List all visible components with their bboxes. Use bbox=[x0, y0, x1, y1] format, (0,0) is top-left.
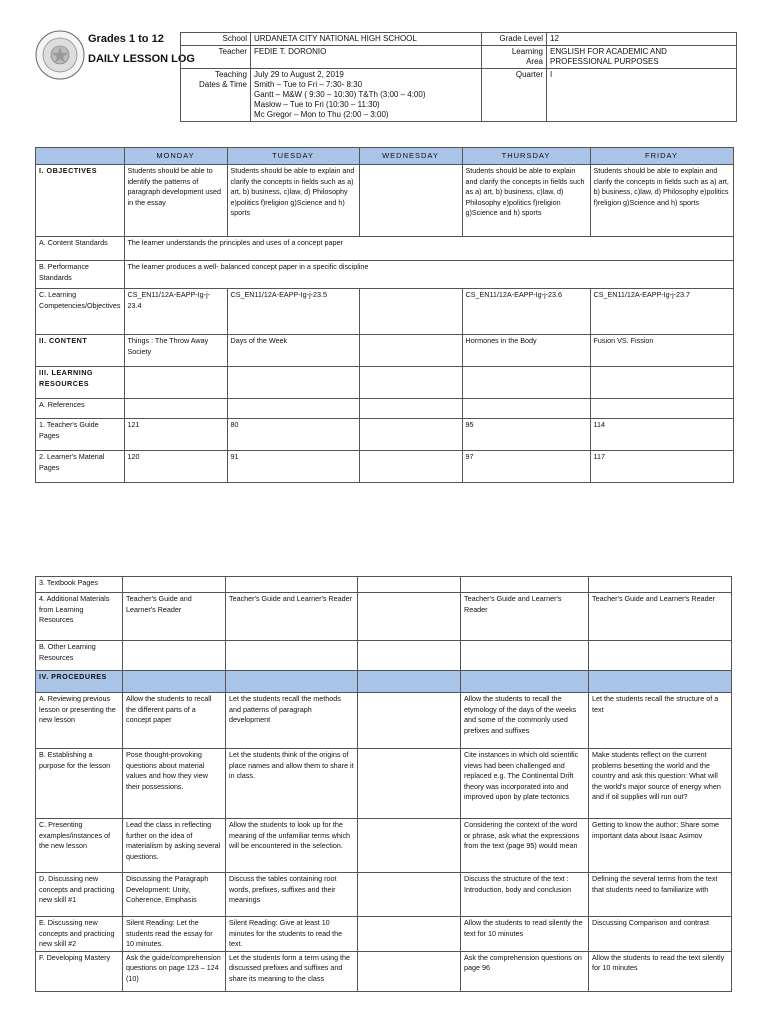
row-label: II. CONTENT bbox=[36, 335, 125, 367]
row-label: B. Establishing a purpose for the lesson bbox=[36, 749, 123, 819]
day-header-wednesday: WEDNESDAY bbox=[359, 148, 462, 165]
day-cell: 97 bbox=[462, 451, 590, 483]
day-cell: Ask the comprehension questions on page 96 bbox=[461, 951, 589, 991]
day-cell bbox=[227, 367, 359, 399]
day-cell: Teacher's Guide and Learner's Reader bbox=[226, 593, 358, 641]
row-label: 1. Teacher's Guide Pages bbox=[36, 419, 125, 451]
day-cell bbox=[358, 577, 461, 593]
grade-level-label: Grade Level bbox=[482, 33, 547, 46]
day-cell: Students should be able to identify the patterns of paragraph development used in the essay bbox=[124, 165, 227, 237]
day-cell: Lead the class in reflecting further on the idea of materialism by asking several questions. bbox=[123, 819, 226, 873]
quarter-label: Quarter bbox=[482, 69, 547, 122]
row-label: A. References bbox=[36, 399, 125, 419]
teaching-dates-value: July 29 to August 2, 2019 Smith – Tue to Fri – 7:30- 8:30 Gantt – M&W ( 9:30 – 10:30) T&Th (3:00 – 4:00) Maslow – Tue to Fri (10:30 – 11:30) Mc Gregor – Mon to Thu (2:00 – 3:00) bbox=[251, 69, 482, 122]
teaching-dates-label: Teaching Dates & Time bbox=[181, 69, 251, 122]
day-cell bbox=[358, 749, 461, 819]
day-cell bbox=[358, 917, 461, 952]
day-cell: 91 bbox=[227, 451, 359, 483]
day-cell bbox=[590, 367, 733, 399]
teacher-value: FEDIE T. DORONIO bbox=[251, 46, 482, 69]
day-cell: CS_EN11/12A-EAPP-Ig-j-23.6 bbox=[462, 289, 590, 335]
day-cell bbox=[358, 693, 461, 749]
table-row bbox=[36, 335, 734, 367]
lesson-grid-page2 bbox=[35, 576, 732, 992]
day-cell bbox=[589, 577, 732, 593]
day-cell: Allow the students to look up for the meaning of the unfamiliar terms which will be encountered in the selection. bbox=[226, 819, 358, 873]
day-cell: Discuss the tables containing root words, prefixes, suffixes and their meanings bbox=[226, 873, 358, 917]
day-cell: Discussing the Paragraph Development: Unity, Coherence, Emphasis bbox=[123, 873, 226, 917]
day-cell: Cite instances in which old scientific views had been challenged and replaced e.g. The Continental Drift theory was incorporated into and improved upon by plate tectonics bbox=[461, 749, 589, 819]
day-cell: Days of the Week bbox=[227, 335, 359, 367]
deped-seal-logo bbox=[35, 30, 85, 80]
day-cell bbox=[359, 335, 462, 367]
day-cell bbox=[124, 399, 227, 419]
table-row bbox=[36, 873, 732, 917]
day-cell bbox=[226, 641, 358, 671]
quarter-value: I bbox=[547, 69, 737, 122]
table-row bbox=[36, 593, 732, 641]
day-cell bbox=[590, 399, 733, 419]
grades-label: Grades 1 to 12 bbox=[88, 33, 164, 45]
day-cell: Teacher's Guide and Learner's Reader bbox=[589, 593, 732, 641]
row-label: C. Learning Competencies/Objectives bbox=[36, 289, 125, 335]
day-cell: Things : The Throw Away Society bbox=[124, 335, 227, 367]
day-cell bbox=[227, 399, 359, 419]
day-header-thursday: THURSDAY bbox=[462, 148, 590, 165]
header-info-table bbox=[180, 32, 737, 122]
day-cell: Discuss the structure of the text : Introduction, body and conclusion bbox=[461, 873, 589, 917]
row-label: I. OBJECTIVES bbox=[36, 165, 125, 237]
day-cell bbox=[226, 577, 358, 593]
day-cell: Let the students think of the origins of place names and allow them to share it in class. bbox=[226, 749, 358, 819]
table-row bbox=[36, 641, 732, 671]
day-cell: Teacher's Guide and Learner's Reader bbox=[461, 593, 589, 641]
day-header-friday: FRIDAY bbox=[590, 148, 733, 165]
table-row bbox=[36, 165, 734, 237]
row-label: IV. PROCEDURES bbox=[36, 671, 123, 693]
day-cell: Students should be able to explain and clarify the concepts in fields such as a) art, b) business, c)law, d) Philosophy e)politics f)religion g)Science and h) sports bbox=[227, 165, 359, 237]
day-cell bbox=[359, 367, 462, 399]
day-cell bbox=[123, 577, 226, 593]
school-label: School bbox=[181, 33, 251, 46]
day-cell: Silent Reading: Let the students read the essay for 10 minutes. bbox=[123, 917, 226, 952]
day-cell bbox=[358, 819, 461, 873]
day-header-tuesday: TUESDAY bbox=[227, 148, 359, 165]
learning-area-value: ENGLISH FOR ACADEMIC AND PROFESSIONAL PURPOSES bbox=[547, 46, 737, 69]
table-row bbox=[36, 367, 734, 399]
table-row bbox=[36, 693, 732, 749]
day-cell bbox=[359, 165, 462, 237]
table-row bbox=[36, 419, 734, 451]
day-cell: 120 bbox=[124, 451, 227, 483]
day-cell bbox=[358, 873, 461, 917]
day-cell bbox=[461, 577, 589, 593]
row-label: B. Performance Standards bbox=[36, 261, 125, 289]
row-label: A. Reviewing previous lesson or presenting the new lesson bbox=[36, 693, 123, 749]
day-cell: Allow the students to read the text silently for 10 minutes bbox=[589, 951, 732, 991]
day-cell: Pose thought-provoking questions about material values and how they view their possessions. bbox=[123, 749, 226, 819]
day-cell bbox=[123, 671, 226, 693]
day-cell bbox=[358, 641, 461, 671]
table-row bbox=[36, 399, 734, 419]
day-cell bbox=[358, 593, 461, 641]
row-label: 2. Learner's Material Pages bbox=[36, 451, 125, 483]
day-cell bbox=[358, 951, 461, 991]
day-cell: Let the students form a term using the discussed prefixes and suffixes and share its meaning to the class bbox=[226, 951, 358, 991]
day-cell bbox=[359, 419, 462, 451]
row-span-cell: The learner understands the principles and uses of a concept paper bbox=[124, 237, 733, 261]
day-cell: Silent Reading: Give at least 10 minutes for the students to read the text. bbox=[226, 917, 358, 952]
day-cell: Make students reflect on the current problems besetting the world and the country and ask this question: What will the world's major source of energy when and if oil supplies will run out? bbox=[589, 749, 732, 819]
day-cell bbox=[589, 641, 732, 671]
day-cell: Defining the several terms from the text that students need to familiarize with bbox=[589, 873, 732, 917]
day-cell bbox=[226, 671, 358, 693]
day-cell: Allow the students to read silently the text for 10 minutes bbox=[461, 917, 589, 952]
day-cell: Fusion VS. Fission bbox=[590, 335, 733, 367]
day-cell: Ask the guide/comprehension questions on page 123 – 124 (10) bbox=[123, 951, 226, 991]
day-cell: CS_EN11/12A-EAPP-Ig-j-23.4 bbox=[124, 289, 227, 335]
table-row bbox=[36, 237, 734, 261]
table-row bbox=[36, 261, 734, 289]
day-cell: Teacher's Guide and Learner's Reader bbox=[123, 593, 226, 641]
row-label: E. Discussing new concepts and practicing new skill #2 bbox=[36, 917, 123, 952]
day-cell: 117 bbox=[590, 451, 733, 483]
row-label: C. Presenting examples/instances of the new lesson bbox=[36, 819, 123, 873]
day-cell: Discussing Comparison and contrast bbox=[589, 917, 732, 952]
day-cell: Students should be able to explain and clarify the concepts in fields such as a) art, b) business, c)law, d) Philosophy e)politics f)religion g)Science and h) sports bbox=[462, 165, 590, 237]
school-value: URDANETA CITY NATIONAL HIGH SCHOOL bbox=[251, 33, 482, 46]
day-cell: Students should be able to explain and clarify the concepts in fields such as a) art, b) business, c)law, d) Philosophy e)politics f)religion g)Science and h) sports bbox=[590, 165, 733, 237]
row-span-cell: The learner produces a well- balanced concept paper in a specific discipline bbox=[124, 261, 733, 289]
table-row bbox=[36, 451, 734, 483]
day-header-monday: MONDAY bbox=[124, 148, 227, 165]
day-cell bbox=[359, 289, 462, 335]
row-label: B. Other Learning Resources bbox=[36, 641, 123, 671]
day-cell bbox=[124, 367, 227, 399]
day-cell bbox=[462, 399, 590, 419]
day-cell: Allow the students to recall the etymology of the days of the weeks and some of the commonly used prefixes and suffixes bbox=[461, 693, 589, 749]
day-cell bbox=[461, 671, 589, 693]
table-row bbox=[36, 951, 732, 991]
row-label: D. Discussing new concepts and practicing new skill #1 bbox=[36, 873, 123, 917]
day-cell: Let the students recall the methods and patterns of paragraph development bbox=[226, 693, 358, 749]
day-cell bbox=[589, 671, 732, 693]
day-cell bbox=[359, 399, 462, 419]
day-cell: CS_EN11/12A-EAPP-Ig-j-23.5 bbox=[227, 289, 359, 335]
day-cell bbox=[359, 451, 462, 483]
day-cell bbox=[358, 671, 461, 693]
daily-lesson-log-title: DAILY LESSON LOG bbox=[88, 53, 195, 65]
day-cell: Considering the context of the word or phrase, ask what the expressions from the text (page 95) would mean bbox=[461, 819, 589, 873]
day-cell: CS_EN11/12A-EAPP-Ig-j-23.7 bbox=[590, 289, 733, 335]
day-cell: Allow the students to recall the different parts of a concept paper bbox=[123, 693, 226, 749]
teacher-label: Teacher bbox=[181, 46, 251, 69]
day-cell: Hormones in the Body bbox=[462, 335, 590, 367]
learning-area-label: Learning Area bbox=[482, 46, 547, 69]
table-row bbox=[36, 577, 732, 593]
day-cell bbox=[462, 367, 590, 399]
lesson-grid-page1 bbox=[35, 147, 734, 483]
day-cell: Let the students recall the structure of a text bbox=[589, 693, 732, 749]
day-cell: 114 bbox=[590, 419, 733, 451]
day-cell: 80 bbox=[227, 419, 359, 451]
day-cell bbox=[123, 641, 226, 671]
row-label: F. Developing Mastery bbox=[36, 951, 123, 991]
day-cell: 95 bbox=[462, 419, 590, 451]
day-cell bbox=[461, 641, 589, 671]
corner-header-cell bbox=[36, 148, 125, 165]
day-cell: 121 bbox=[124, 419, 227, 451]
table-row bbox=[36, 671, 732, 693]
row-label: 4. Additional Materials from Learning Resources bbox=[36, 593, 123, 641]
table-row bbox=[36, 289, 734, 335]
table-row bbox=[36, 819, 732, 873]
row-label: A. Content Standards bbox=[36, 237, 125, 261]
table-row bbox=[36, 749, 732, 819]
day-cell: Getting to know the author: Share some important data about Isaac Asimov bbox=[589, 819, 732, 873]
row-label: 3. Textbook Pages bbox=[36, 577, 123, 593]
grade-level-value: 12 bbox=[547, 33, 737, 46]
row-label: III. LEARNING RESOURCES bbox=[36, 367, 125, 399]
table-row bbox=[36, 917, 732, 952]
